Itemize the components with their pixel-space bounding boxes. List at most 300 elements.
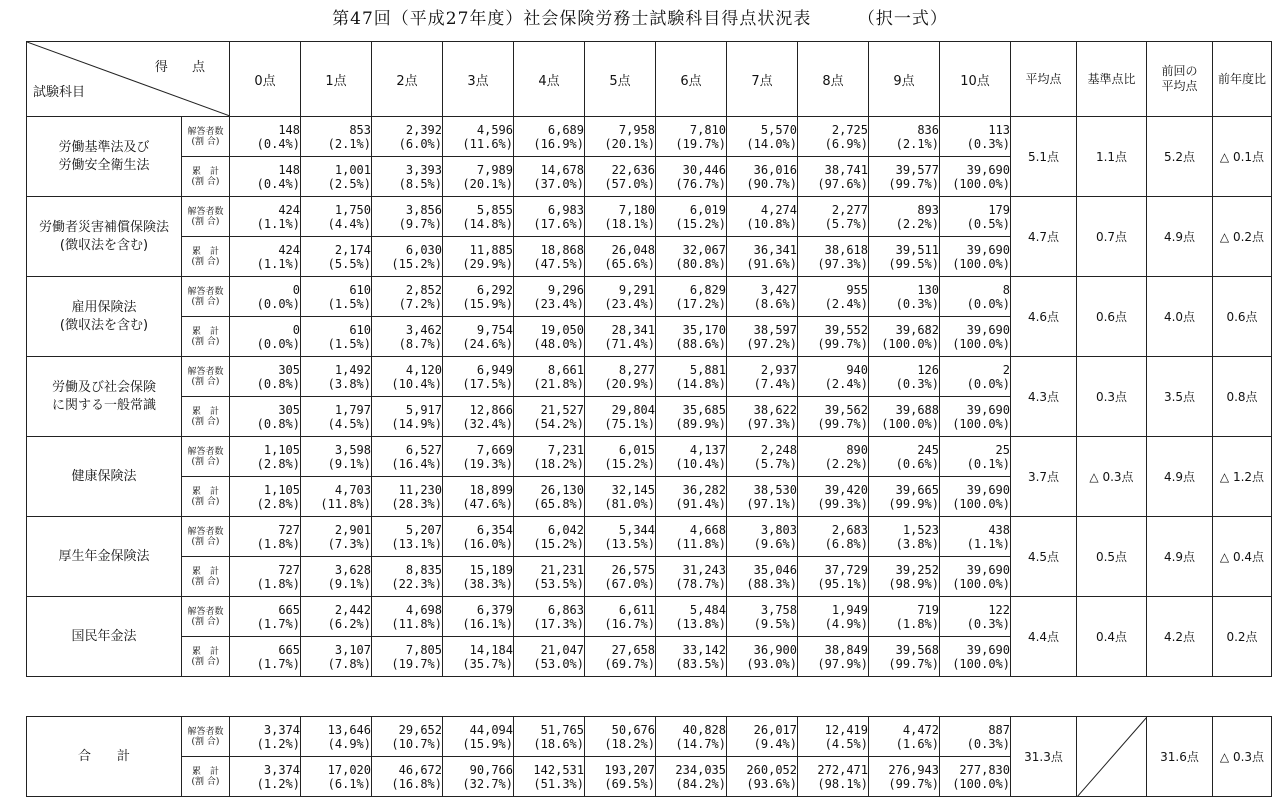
cell-count: 39,690	[966, 162, 1010, 177]
cell-percent: (32.7%)	[462, 776, 513, 791]
cell-percent: (18.2%)	[533, 456, 584, 471]
table-cell	[798, 317, 869, 357]
table-row	[27, 597, 1272, 637]
cell-percent: (0.8%)	[256, 416, 300, 431]
answerers-label-line1: 解答者数	[187, 526, 224, 537]
base-ratio-header: 基準点比	[1077, 42, 1147, 117]
table-cell	[585, 197, 656, 237]
table-cell	[514, 117, 585, 157]
table-cell	[869, 437, 940, 477]
cell-count: 11,230	[398, 482, 442, 497]
cell-percent: (0.0%)	[966, 376, 1010, 391]
cell-count: 6,354	[476, 522, 513, 537]
cell-percent: (14.8%)	[462, 216, 513, 231]
corner-subject-label: 試験科目	[33, 85, 86, 100]
subject-name-line2: 労働安全衛生法	[58, 157, 150, 173]
cell-percent: (14.9%)	[391, 416, 442, 431]
cell-count: 50,676	[611, 722, 655, 737]
table-cell	[443, 557, 514, 597]
answerers-label-line2: (割 合)	[191, 376, 220, 387]
cell-count: 940	[846, 362, 868, 377]
prev-avg-value: 4.0点	[1147, 277, 1213, 357]
table-cell	[585, 397, 656, 437]
score-header: 4点	[514, 42, 585, 117]
table-cell	[940, 317, 1011, 357]
table-cell	[230, 197, 301, 237]
table-row	[27, 197, 1272, 237]
score-header: 2点	[372, 42, 443, 117]
cell-percent: (97.9%)	[817, 656, 868, 671]
cell-count: 836	[917, 122, 939, 137]
table-cell	[230, 717, 301, 757]
cumulative-label-line1: 累 計	[191, 166, 219, 177]
cell-count: 44,094	[469, 722, 513, 737]
cell-percent: (0.0%)	[256, 336, 300, 351]
table-cell	[585, 557, 656, 597]
cell-percent: (47.5%)	[533, 256, 584, 271]
table-cell	[798, 717, 869, 757]
table-cell	[940, 277, 1011, 317]
cell-count: 148	[278, 122, 300, 137]
cell-count: 6,015	[618, 442, 655, 457]
table-cell	[798, 517, 869, 557]
table-cell	[372, 197, 443, 237]
answerers-label-line1: 解答者数	[187, 126, 224, 137]
cell-count: 6,983	[547, 202, 584, 217]
cell-percent: (65.6%)	[604, 256, 655, 271]
cell-count: 6,829	[689, 282, 726, 297]
table-cell	[869, 397, 940, 437]
cell-percent: (0.0%)	[256, 296, 300, 311]
table-cell	[514, 317, 585, 357]
table-cell	[798, 237, 869, 277]
corner-score-label: 得 点	[154, 60, 215, 75]
table-cell	[301, 757, 372, 797]
answerers-label-line2: (割 合)	[191, 296, 220, 307]
table-cell	[372, 397, 443, 437]
cell-count: 39,690	[966, 562, 1010, 577]
cell-percent: (99.9%)	[888, 496, 939, 511]
cell-count: 260,052	[746, 762, 797, 777]
table-cell	[230, 557, 301, 597]
cell-percent: (78.7%)	[675, 576, 726, 591]
cell-percent: (100.0%)	[952, 176, 1010, 191]
table-cell	[372, 597, 443, 637]
cumulative-label	[182, 637, 230, 677]
cumulative-label-line2: (割 合)	[191, 576, 220, 587]
table-row	[27, 357, 1272, 397]
cell-percent: (3.8%)	[895, 536, 939, 551]
cell-count: 28,341	[611, 322, 655, 337]
cell-count: 35,685	[682, 402, 726, 417]
prev-avg-value: 4.9点	[1147, 437, 1213, 517]
cell-percent: (54.2%)	[533, 416, 584, 431]
cell-count: 9,296	[547, 282, 584, 297]
table-cell	[656, 157, 727, 197]
table-cell	[940, 597, 1011, 637]
cumulative-label-line1: 累 計	[191, 406, 219, 417]
cell-count: 38,849	[824, 642, 868, 657]
gap-cell	[27, 677, 1272, 717]
cell-percent: (14.0%)	[746, 136, 797, 151]
table-cell	[869, 557, 940, 597]
answerers-label-line2: (割 合)	[191, 136, 220, 147]
page-title	[0, 4, 1280, 29]
cell-count: 1,105	[263, 482, 300, 497]
cell-count: 193,207	[604, 762, 655, 777]
cumulative-label-line2: (割 合)	[191, 256, 220, 267]
answerers-label-line1: 解答者数	[187, 286, 224, 297]
table-cell	[514, 397, 585, 437]
cell-percent: (13.8%)	[675, 616, 726, 631]
cell-percent: (57.0%)	[604, 176, 655, 191]
table-cell	[727, 637, 798, 677]
answerers-label	[182, 517, 230, 557]
cell-count: 2,937	[760, 362, 797, 377]
table-cell	[514, 517, 585, 557]
table-cell	[940, 637, 1011, 677]
table-cell	[443, 517, 514, 557]
cell-count: 6,030	[405, 242, 442, 257]
table-cell	[727, 557, 798, 597]
table-cell	[727, 237, 798, 277]
cell-percent: (1.7%)	[256, 616, 300, 631]
cell-count: 4,120	[405, 362, 442, 377]
cell-count: 1,523	[902, 522, 939, 537]
cell-count: 3,803	[760, 522, 797, 537]
cell-percent: (89.9%)	[675, 416, 726, 431]
base-ratio-value: △ 0.3点	[1077, 437, 1147, 517]
cell-count: 38,597	[753, 322, 797, 337]
cell-count: 3,427	[760, 282, 797, 297]
corner-diagonal	[27, 42, 230, 116]
table-cell	[656, 717, 727, 757]
cell-count: 3,107	[334, 642, 371, 657]
cell-percent: (7.2%)	[398, 296, 442, 311]
table-cell	[869, 517, 940, 557]
table-cell	[443, 237, 514, 277]
cell-count: 35,046	[753, 562, 797, 577]
cell-percent: (19.7%)	[391, 656, 442, 671]
table-cell	[656, 477, 727, 517]
table-cell	[940, 357, 1011, 397]
cell-count: 3,374	[263, 722, 300, 737]
avg-value: 4.4点	[1011, 597, 1077, 677]
answerers-label-line2: (割 合)	[191, 536, 220, 547]
table-cell	[869, 197, 940, 237]
prev-avg-value: 4.2点	[1147, 597, 1213, 677]
subject-name	[27, 517, 182, 597]
cell-count: 5,344	[618, 522, 655, 537]
cell-percent: (100.0%)	[952, 256, 1010, 271]
cell-percent: (18.2%)	[604, 736, 655, 751]
cell-percent: (100.0%)	[952, 656, 1010, 671]
cell-percent: (3.8%)	[327, 376, 371, 391]
cumulative-label	[182, 317, 230, 357]
table-cell	[869, 277, 940, 317]
cell-count: 6,689	[547, 122, 584, 137]
cell-count: 31,243	[682, 562, 726, 577]
cell-percent: (0.3%)	[966, 736, 1010, 751]
cell-percent: (11.8%)	[320, 496, 371, 511]
cell-count: 5,881	[689, 362, 726, 377]
cell-percent: (15.2%)	[533, 536, 584, 551]
table-row	[27, 117, 1272, 157]
avg-value: 4.3点	[1011, 357, 1077, 437]
cell-percent: (32.4%)	[462, 416, 513, 431]
table-cell	[798, 157, 869, 197]
cell-percent: (11.8%)	[675, 536, 726, 551]
cell-percent: (18.1%)	[604, 216, 655, 231]
table-cell	[798, 477, 869, 517]
cell-percent: (93.6%)	[746, 776, 797, 791]
cell-percent: (91.6%)	[746, 256, 797, 271]
cell-count: 39,690	[966, 482, 1010, 497]
cell-percent: (5.7%)	[753, 456, 797, 471]
cell-percent: (0.3%)	[966, 136, 1010, 151]
table-body	[27, 117, 1272, 797]
cell-percent: (9.5%)	[753, 616, 797, 631]
table-cell	[301, 437, 372, 477]
cell-percent: (10.7%)	[391, 736, 442, 751]
table-cell	[230, 277, 301, 317]
cell-count: 4,274	[760, 202, 797, 217]
cell-count: 7,180	[618, 202, 655, 217]
cell-count: 179	[988, 202, 1010, 217]
cell-count: 245	[917, 442, 939, 457]
table-cell	[727, 397, 798, 437]
cell-count: 8,661	[547, 362, 584, 377]
cell-count: 17,020	[327, 762, 371, 777]
table-cell	[656, 277, 727, 317]
table-cell	[514, 157, 585, 197]
table-cell	[443, 357, 514, 397]
cell-count: 39,577	[895, 162, 939, 177]
table-cell	[585, 597, 656, 637]
table-cell	[727, 357, 798, 397]
subject-name-line2: (徴収法を含む)	[59, 237, 149, 253]
table-cell	[727, 117, 798, 157]
table-cell	[656, 117, 727, 157]
table-cell	[443, 437, 514, 477]
cell-percent: (15.2%)	[391, 256, 442, 271]
header-corner	[27, 42, 230, 117]
cumulative-label-line1: 累 計	[191, 766, 219, 777]
cell-count: 11,885	[469, 242, 513, 257]
subject-name-line1: 労働基準法及び	[58, 139, 150, 155]
cell-count: 33,142	[682, 642, 726, 657]
base-ratio-value: 0.3点	[1077, 357, 1147, 437]
cell-percent: (9.7%)	[398, 216, 442, 231]
answerers-label-line1: 解答者数	[187, 446, 224, 457]
answerers-label-line1: 解答者数	[187, 726, 224, 737]
table-cell	[940, 437, 1011, 477]
cell-count: 424	[278, 242, 300, 257]
yoy-value: △ 1.2点	[1213, 437, 1272, 517]
base-ratio-value: 0.7点	[1077, 197, 1147, 277]
answerers-label	[182, 197, 230, 237]
cell-percent: (65.8%)	[533, 496, 584, 511]
cumulative-label-line2: (割 合)	[191, 496, 220, 507]
table-row	[27, 437, 1272, 477]
table-cell	[798, 437, 869, 477]
cell-count: 4,668	[689, 522, 726, 537]
cell-percent: (17.3%)	[533, 616, 584, 631]
cell-count: 424	[278, 202, 300, 217]
prev-avg-value: 4.9点	[1147, 517, 1213, 597]
cell-percent: (11.8%)	[391, 616, 442, 631]
cell-count: 130	[917, 282, 939, 297]
table-cell	[372, 237, 443, 277]
cell-percent: (100.0%)	[952, 336, 1010, 351]
table-cell	[940, 397, 1011, 437]
cumulative-label	[182, 397, 230, 437]
cell-count: 21,047	[540, 642, 584, 657]
cell-count: 39,252	[895, 562, 939, 577]
cell-percent: (91.4%)	[675, 496, 726, 511]
cell-count: 0	[292, 282, 300, 297]
cell-percent: (0.3%)	[895, 376, 939, 391]
cell-percent: (100.0%)	[881, 336, 939, 351]
cell-count: 46,672	[398, 762, 442, 777]
avg-value: 5.1点	[1011, 117, 1077, 197]
cell-count: 2,442	[334, 602, 371, 617]
table-cell	[230, 237, 301, 277]
total-row	[27, 717, 1272, 757]
cell-percent: (99.7%)	[888, 776, 939, 791]
cell-percent: (53.0%)	[533, 656, 584, 671]
total-label: 合 計	[27, 717, 182, 797]
title-text: 第47回（平成27年度）社会保険労務士試験科目得点状況表	[332, 9, 812, 29]
cell-count: 38,622	[753, 402, 797, 417]
cell-percent: (9.4%)	[753, 736, 797, 751]
table-cell	[230, 637, 301, 677]
table-cell	[443, 277, 514, 317]
cell-percent: (97.3%)	[746, 416, 797, 431]
cell-count: 234,035	[675, 762, 726, 777]
cell-percent: (20.1%)	[604, 136, 655, 151]
table-cell	[514, 717, 585, 757]
cell-count: 39,511	[895, 242, 939, 257]
cell-percent: (1.5%)	[327, 336, 371, 351]
diagonal-line	[1077, 717, 1147, 797]
cell-count: 2,174	[334, 242, 371, 257]
score-table	[26, 41, 1272, 797]
cell-count: 122	[988, 602, 1010, 617]
table-cell	[301, 357, 372, 397]
cell-count: 887	[988, 722, 1010, 737]
cell-count: 277,830	[959, 762, 1010, 777]
cell-percent: (84.2%)	[675, 776, 726, 791]
cumulative-label-line1: 累 計	[191, 646, 219, 657]
cell-count: 38,530	[753, 482, 797, 497]
table-cell	[869, 477, 940, 517]
cell-percent: (7.8%)	[327, 656, 371, 671]
cell-count: 22,636	[611, 162, 655, 177]
cumulative-label	[182, 157, 230, 197]
table-cell	[301, 717, 372, 757]
subtitle-text: （択一式）	[857, 9, 948, 29]
cell-percent: (21.8%)	[533, 376, 584, 391]
subject-name	[27, 597, 182, 677]
cell-count: 7,231	[547, 442, 584, 457]
table-cell	[230, 757, 301, 797]
table-cell	[514, 357, 585, 397]
table-cell	[727, 197, 798, 237]
cell-percent: (4.9%)	[327, 736, 371, 751]
cell-percent: (20.1%)	[462, 176, 513, 191]
table-cell	[301, 477, 372, 517]
cell-percent: (71.4%)	[604, 336, 655, 351]
table-cell	[869, 317, 940, 357]
prev-avg-header-line1: 前回の	[1161, 64, 1198, 78]
cell-percent: (18.6%)	[533, 736, 584, 751]
cell-count: 12,866	[469, 402, 513, 417]
table-cell	[585, 237, 656, 277]
cell-percent: (2.2%)	[895, 216, 939, 231]
cell-count: 2,852	[405, 282, 442, 297]
table-cell	[230, 597, 301, 637]
answerers-label	[182, 597, 230, 637]
table-cell	[585, 757, 656, 797]
cell-percent: (100.0%)	[881, 416, 939, 431]
table-cell	[230, 477, 301, 517]
table-cell	[869, 637, 940, 677]
subject-name-line1: 労働及び社会保険	[51, 379, 156, 395]
cell-count: 8,277	[618, 362, 655, 377]
cell-count: 25	[995, 442, 1010, 457]
subject-name	[27, 277, 182, 357]
cell-percent: (0.4%)	[256, 176, 300, 191]
cell-percent: (5.7%)	[824, 216, 868, 231]
cell-count: 37,729	[824, 562, 868, 577]
cell-percent: (69.5%)	[604, 776, 655, 791]
score-header: 5点	[585, 42, 656, 117]
cell-count: 6,292	[476, 282, 513, 297]
cell-count: 113	[988, 122, 1010, 137]
cell-percent: (1.7%)	[256, 656, 300, 671]
cell-percent: (10.8%)	[746, 216, 797, 231]
cell-count: 853	[349, 122, 371, 137]
table-cell	[372, 117, 443, 157]
table-cell	[727, 317, 798, 357]
cell-count: 36,282	[682, 482, 726, 497]
cell-count: 26,575	[611, 562, 655, 577]
table-cell	[443, 757, 514, 797]
table-cell	[372, 157, 443, 197]
cell-count: 2,683	[831, 522, 868, 537]
table-cell	[585, 477, 656, 517]
table-cell	[372, 637, 443, 677]
cell-percent: (1.6%)	[895, 736, 939, 751]
cell-percent: (0.4%)	[256, 136, 300, 151]
cell-count: 6,863	[547, 602, 584, 617]
answerers-label-line2: (割 合)	[191, 216, 220, 227]
cell-percent: (14.8%)	[675, 376, 726, 391]
cell-count: 3,628	[334, 562, 371, 577]
cumulative-label-line1: 累 計	[191, 326, 219, 337]
table-cell	[727, 597, 798, 637]
cell-count: 7,669	[476, 442, 513, 457]
subject-name-line1: 厚生年金保険法	[58, 548, 150, 564]
subject-name	[27, 437, 182, 517]
cell-percent: (17.5%)	[462, 376, 513, 391]
cell-percent: (9.6%)	[753, 536, 797, 551]
table-cell	[869, 157, 940, 197]
score-header: 0点	[230, 42, 301, 117]
subject-name-line1: 雇用保険法	[71, 299, 137, 315]
cell-count: 2,725	[831, 122, 868, 137]
